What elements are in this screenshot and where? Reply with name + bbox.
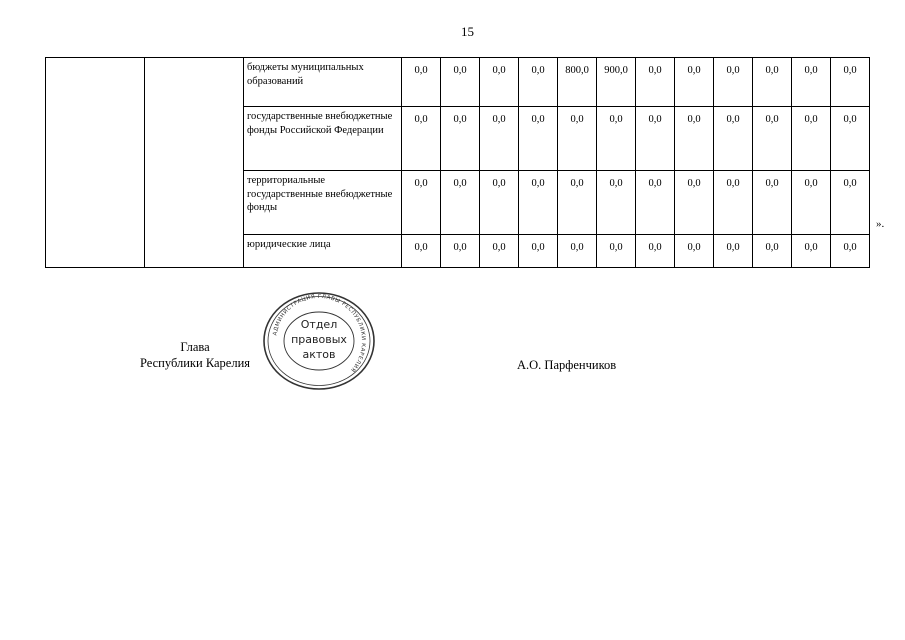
value-cell: 0,0 <box>753 235 792 268</box>
value-cell: 0,0 <box>675 235 714 268</box>
value-cell: 0,0 <box>441 107 480 171</box>
value-cell: 0,0 <box>480 107 519 171</box>
value-cell: 0,0 <box>597 235 636 268</box>
value-cell: 0,0 <box>558 235 597 268</box>
value-cell: 0,0 <box>636 107 675 171</box>
value-cell: 0,0 <box>792 235 831 268</box>
value-cell: 0,0 <box>480 171 519 235</box>
value-cell: 0,0 <box>519 171 558 235</box>
seal-center-line2: правовых <box>291 333 347 346</box>
value-cell: 0,0 <box>675 171 714 235</box>
value-cell: 0,0 <box>558 171 597 235</box>
value-cell: 0,0 <box>441 171 480 235</box>
value-cell: 0,0 <box>441 235 480 268</box>
value-cell: 0,0 <box>636 235 675 268</box>
value-cell: 0,0 <box>480 235 519 268</box>
value-cell: 0,0 <box>675 107 714 171</box>
value-cell: 900,0 <box>597 58 636 107</box>
value-cell: 0,0 <box>831 171 870 235</box>
value-cell: 0,0 <box>402 171 441 235</box>
value-cell: 0,0 <box>519 107 558 171</box>
signatory-title-line1: Глава <box>180 340 210 354</box>
value-cell: 0,0 <box>753 58 792 107</box>
value-cell: 0,0 <box>792 107 831 171</box>
value-cell: 0,0 <box>831 58 870 107</box>
value-cell: 0,0 <box>675 58 714 107</box>
table-row <box>46 58 870 107</box>
seal-ring-text: АДМИНИСТРАЦИЯ ГЛАВЫ РЕСПУБЛИКИ КАРЕЛИЯ <box>272 293 367 373</box>
value-cell: 0,0 <box>753 107 792 171</box>
value-cell: 0,0 <box>519 235 558 268</box>
value-cell: 0,0 <box>441 58 480 107</box>
closing-quote-mark: ». <box>876 218 885 230</box>
row-label: территориальные государственные внебюджетные фонды <box>244 171 402 235</box>
value-cell: 0,0 <box>753 171 792 235</box>
signatory-name: А.О. Парфенчиков <box>517 358 617 372</box>
blank-cell <box>46 58 145 268</box>
value-cell: 0,0 <box>792 58 831 107</box>
value-cell: 0,0 <box>636 58 675 107</box>
value-cell: 0,0 <box>402 107 441 171</box>
value-cell: 0,0 <box>402 235 441 268</box>
value-cell: 0,0 <box>792 171 831 235</box>
value-cell: 0,0 <box>480 58 519 107</box>
value-cell: 0,0 <box>831 107 870 171</box>
value-cell: 0,0 <box>714 171 753 235</box>
value-cell: 0,0 <box>519 58 558 107</box>
value-cell: 0,0 <box>714 58 753 107</box>
value-cell: 0,0 <box>636 171 675 235</box>
value-cell: 0,0 <box>831 235 870 268</box>
blank-cell <box>145 58 244 268</box>
row-label: юридические лица <box>244 235 402 268</box>
seal-stamp <box>262 291 376 391</box>
value-cell: 0,0 <box>714 235 753 268</box>
value-cell: 0,0 <box>597 171 636 235</box>
value-cell: 0,0 <box>714 107 753 171</box>
seal-center-line1: Отдел <box>300 318 338 331</box>
value-cell: 0,0 <box>597 107 636 171</box>
seal-center-line3: актов <box>302 348 336 361</box>
value-cell: 0,0 <box>558 107 597 171</box>
row-label: бюджеты муниципальных образований <box>244 58 402 107</box>
value-cell: 800,0 <box>558 58 597 107</box>
row-label: государственные внебюджетные фонды Российской Федерации <box>244 107 402 171</box>
budget-table <box>45 57 870 268</box>
signatory-title <box>120 340 270 371</box>
page-number: 15 <box>461 24 474 39</box>
value-cell: 0,0 <box>402 58 441 107</box>
signatory-title-line2: Республики Карелия <box>139 355 251 370</box>
